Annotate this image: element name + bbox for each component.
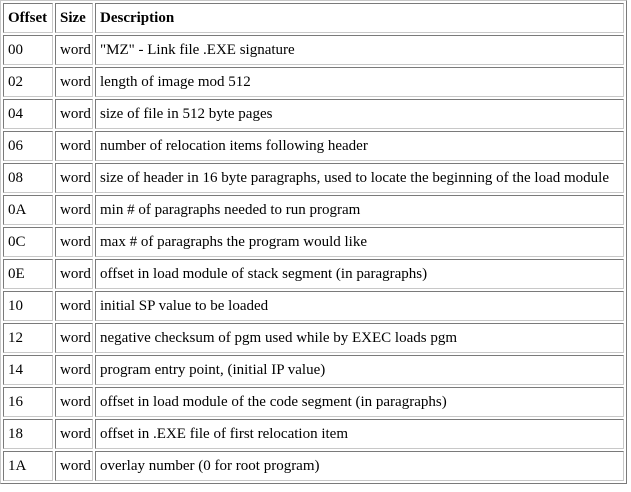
table-row xyxy=(3,355,624,385)
cell-offset: 16 xyxy=(3,387,53,417)
cell-description: size of header in 16 byte paragraphs, used to locate the beginning of the load module xyxy=(95,163,624,193)
cell-offset: 1A xyxy=(3,451,53,481)
cell-size: word xyxy=(55,419,93,449)
cell-description: negative checksum of pgm used while by EXEC loads pgm xyxy=(95,323,624,353)
cell-size: word xyxy=(55,451,93,481)
cell-size: word xyxy=(55,131,93,161)
table-row xyxy=(3,323,624,353)
table-row xyxy=(3,419,624,449)
cell-description: max # of paragraphs the program would like xyxy=(95,227,624,257)
cell-description: offset in .EXE file of first relocation item xyxy=(95,419,624,449)
cell-size: word xyxy=(55,163,93,193)
cell-offset: 08 xyxy=(3,163,53,193)
table-row xyxy=(3,451,624,481)
table-row xyxy=(3,387,624,417)
cell-description: offset in load module of the code segment (in paragraphs) xyxy=(95,387,624,417)
cell-offset: 10 xyxy=(3,291,53,321)
table-row xyxy=(3,227,624,257)
cell-size: word xyxy=(55,291,93,321)
table-row xyxy=(3,163,624,193)
cell-size: word xyxy=(55,67,93,97)
cell-offset: 0E xyxy=(3,259,53,289)
table-row xyxy=(3,259,624,289)
cell-offset: 0A xyxy=(3,195,53,225)
cell-description: number of relocation items following header xyxy=(95,131,624,161)
column-header-size: Size xyxy=(55,3,93,33)
cell-description: offset in load module of stack segment (in paragraphs) xyxy=(95,259,624,289)
cell-description: "MZ" - Link file .EXE signature xyxy=(95,35,624,65)
cell-size: word xyxy=(55,35,93,65)
cell-offset: 00 xyxy=(3,35,53,65)
table-row xyxy=(3,195,624,225)
cell-description: program entry point, (initial IP value) xyxy=(95,355,624,385)
cell-description: min # of paragraphs needed to run program xyxy=(95,195,624,225)
table-row xyxy=(3,291,624,321)
cell-offset: 14 xyxy=(3,355,53,385)
table-row xyxy=(3,131,624,161)
cell-size: word xyxy=(55,387,93,417)
cell-size: word xyxy=(55,195,93,225)
table-row xyxy=(3,99,624,129)
cell-offset: 0C xyxy=(3,227,53,257)
cell-description: size of file in 512 byte pages xyxy=(95,99,624,129)
cell-offset: 02 xyxy=(3,67,53,97)
cell-size: word xyxy=(55,227,93,257)
cell-description: length of image mod 512 xyxy=(95,67,624,97)
cell-size: word xyxy=(55,259,93,289)
cell-offset: 04 xyxy=(3,99,53,129)
column-header-offset: Offset xyxy=(3,3,53,33)
table-header-row xyxy=(3,3,624,33)
table-row xyxy=(3,67,624,97)
cell-offset: 12 xyxy=(3,323,53,353)
cell-size: word xyxy=(55,323,93,353)
column-header-description: Description xyxy=(95,3,624,33)
cell-size: word xyxy=(55,99,93,129)
cell-size: word xyxy=(55,355,93,385)
cell-description: initial SP value to be loaded xyxy=(95,291,624,321)
cell-offset: 06 xyxy=(3,131,53,161)
table-row xyxy=(3,35,624,65)
cell-description: overlay number (0 for root program) xyxy=(95,451,624,481)
cell-offset: 18 xyxy=(3,419,53,449)
